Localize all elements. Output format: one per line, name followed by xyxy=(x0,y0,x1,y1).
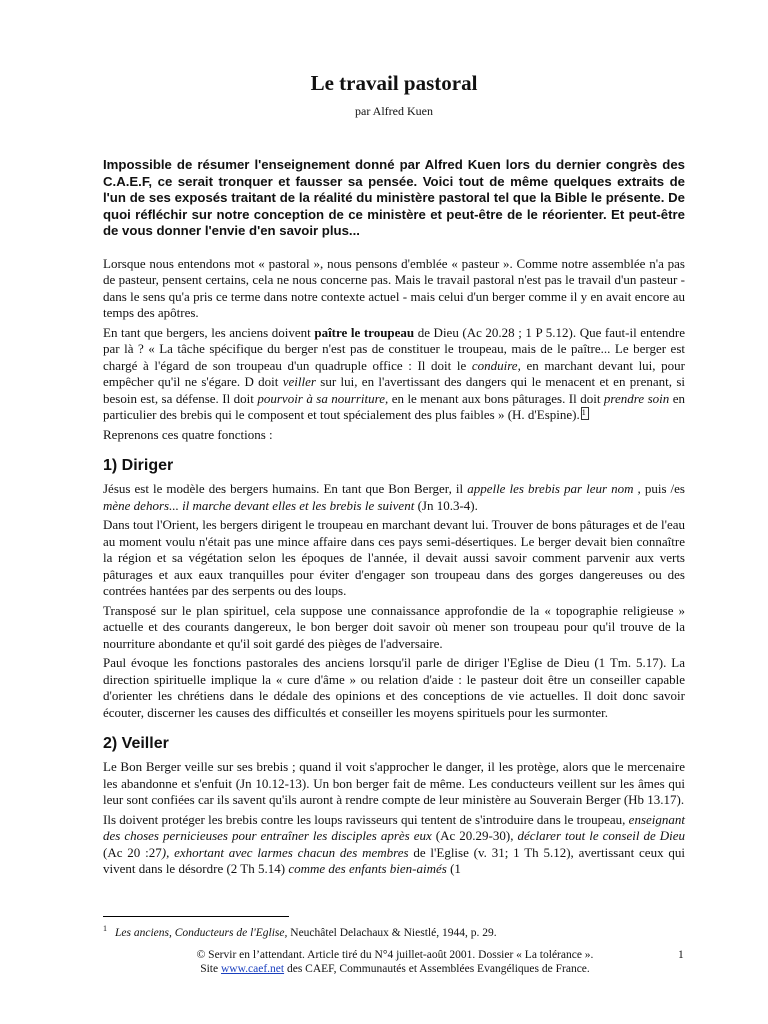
footer-line-1: © Servir en l’attendant. Article tiré du N°4 juillet-août 2001. Dossier « La tolérance ». xyxy=(196,949,594,961)
page-footer xyxy=(160,948,630,976)
intro-paragraph: Impossible de résumer l'enseignement donné par Alfred Kuen lors du dernier congrès des C.A.E.F, ce serait tronquer et fausser sa pensée. Voici tout de même quelques extraits de l'un de ses exposés traitant de la réalité du ministère pastoral tel que la Bible le présente. De quoi réfléchir sur notre conception de ce ministère et peut-être de le réorienter. Et peut-être de vous donner l'envie d'en savoir plus... xyxy=(103,157,685,238)
footnote-divider xyxy=(103,916,289,917)
article-title: Le travail pastoral xyxy=(310,71,478,95)
page-number: 1 xyxy=(678,949,684,961)
article-author: par Alfred Kuen xyxy=(355,104,433,118)
footnote: $^1$ Les anciens, Conducteurs de l'Eglise, Neuchâtel Delachaux & Niestlé, 1944, p. 29. xyxy=(103,924,497,939)
paragraph: Jésus est le modèle des bergers humains. En tant que Bon Berger, il appelle les brebis par leur nom , puis /es mène dehors... il marche devant elles et les brebis le suivent (Jn 10.3-4). xyxy=(103,481,685,513)
paragraph: Paul évoque les fonctions pastorales des anciens lorsqu'il parle de diriger l'Eglise de Dieu (1 Tm. 5.17). La direction spirituelle implique la « cure d'âme » ou relation d'aide : le pasteur doit être un conseiller capable d'orienter les chrétiens dans le dédale des opinions et des conceptions de vie actuelles. Il doit donc savoir écouter, discerner les causes des difficultés et conseiller les moyens spirituels pour les surmonter. xyxy=(103,655,685,720)
website-link[interactable]: www.caef.net xyxy=(220,963,285,975)
section-heading-diriger: 1) Diriger xyxy=(103,457,174,474)
footer-line-2: Site www.caef.net des CAEF, Communautés et Assemblées Evangéliques de France. xyxy=(200,963,590,975)
section-heading-veiller: 2) Veiller xyxy=(103,735,169,752)
footnote-ref-link[interactable]: 1 xyxy=(581,407,589,420)
paragraph: Lorsque nous entendons mot « pastoral », nous pensons d'emblée « pasteur ». Comme notre assemblée n'a pas de pasteur, pensent certains, cela ne nous concerne pas. Mais le travail pastoral n'est pas le travail d'un pasteur - dans le sens qu'a pris ce terme dans notre contexte actuel - mais celui d'un berger comme il y en avait encore au temps des apôtres. xyxy=(103,255,685,320)
paragraph: Le Bon Berger veille sur ses brebis ; quand il voit s'approcher le danger, il les protège, alors que le mercenaire les abandonne et s'enfuit (Jn 10.12-13). Un bon berger fait de même. Les conducteurs veillent sur les âmes qui leur sont confiées car ils savent qu'ils auront à rendre compte de leur ministère au Souverain Berger (Hb 13.17). xyxy=(103,759,685,807)
paragraph: Ils doivent protéger les brebis contre les loups ravisseurs qui tentent de s'introduire dans le troupeau, enseignant des choses pernicieuses pour entraîner les disciples après eux (Ac 20.29-30), déclarer tout le conseil de Dieu (Ac 20 :27), exhortant avec larmes chacun des membres de l'Eglise (v. 31; 1 Th 5.12), avertissant ceux qui vivent dans le désordre (2 Th 5.14) comme des enfants bien-aimés (1 xyxy=(103,811,685,876)
paragraph: Reprenons ces quatre fonctions : xyxy=(103,426,273,442)
article-body xyxy=(103,70,685,878)
paragraph: Transposé sur le plan spirituel, cela suppose une connaissance approfondie de la « topographie religieuse » actuelle et des courants dangereux, le bon berger doit savoir où mener son troupeau pour qu'il trouve de la nourriture abondante et qu'il soit gardé des pièges de l'adversaire. xyxy=(103,602,685,651)
paragraph: Dans tout l'Orient, les bergers dirigent le troupeau en marchant devant lui. Trouver de bons pâturages et de l'eau au moment voulu n'était pas une mince affaire dans ces pays semi-désertiques. Le berger devait bien connaître la région et sa végétation selon les époques de l'année, il devait aussi savoir comment parvenir aux verts pâturages et aux eaux tranquilles pour éviter d'engager son troupeau dans des gorges dangereuses ou des contrées hantées par des serpents ou des loups. xyxy=(103,517,685,598)
paragraph: En tant que bergers, les anciens doivent paître le troupeau de Dieu (Ac 20.28 ; 1 P 5.12). Que faut-il entendre par là ? « La tâche spécifique du berger n'est pas de constituer le troupeau, mais de le paître... Le berger est chargé à l'égard de son troupeau d'un quadruple office : Il doit le conduire, en marchant devant lui, pour empêcher qu'il ne s'égare. D doit veiller sur lui, en l'avertissant des dangers qui le menacent et en prenant, si besoin est, sa défense. Il doit pourvoir à sa nourriture, en le menant aux bons pâturages. Il doit prendre soin en particulier des brebis qui le composent et tout spécialement des plus faibles » (H. d'Espine). 1 xyxy=(103,324,685,422)
